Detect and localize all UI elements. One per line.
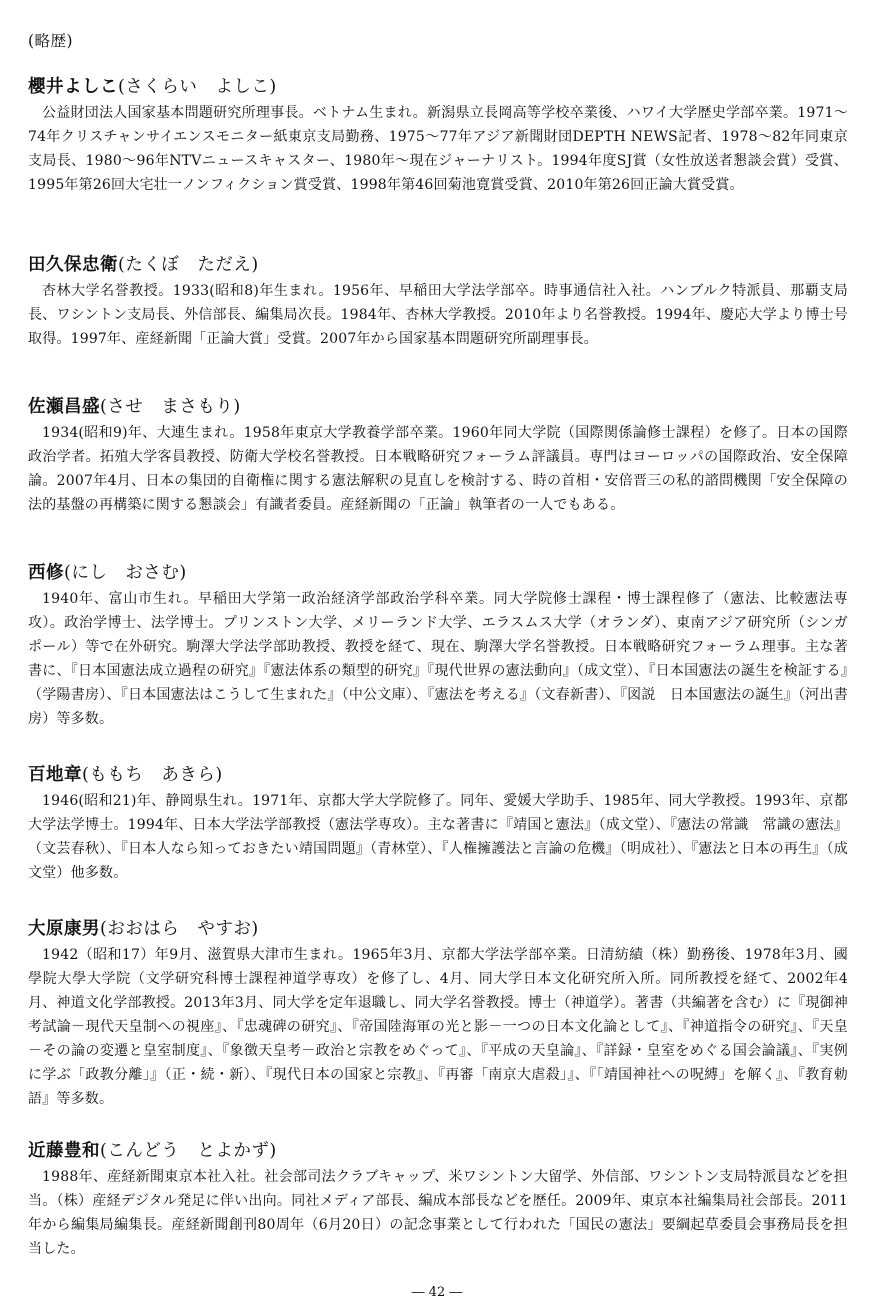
bio-heading [28,1138,848,1164]
bio-momochi [28,762,848,885]
bio-name: 大原康男 [28,919,100,939]
section-label: (略歴) [28,32,74,50]
bio-nishi [28,560,848,731]
bio-heading [28,394,848,420]
page-number: ― 42 ― [411,1285,463,1300]
bio-name: 近藤豊和 [28,1141,100,1161]
bio-takubo [28,252,848,351]
bio-reading: (にし おさむ) [64,563,187,583]
bio-heading [28,762,848,788]
bio-heading [28,560,848,586]
bio-text: 1940年、富山市生れ。早稲田大学第一政治経済学部政治学科卒業。同大学院修士課程・博士課程修了（憲法、比較憲法専攻）。政治学博士、法学博士。プリンストン大学、メリーランド大学、エラスムス大学（オランダ）、東南アジア研究所（シンガポール）等で在外研究。駒澤大学法学部助教授、教授を経て、現在、駒澤大学名誉教授。日本戦略研究フォーラム理事。主な著書に、『日本国憲法成立過程の研究』『憲法体系の類型的研究』『現代世界の憲法動向』（成文堂）、『日本国憲法の誕生を検証する』（学陽書房）、『日本国憲法はこうして生まれた』（中公文庫）、『憲法を考える』（文春新書）、『図説 日本国憲法の誕生』（河出書房）等多数。 [28,591,848,727]
bio-reading: (させ まさもり) [100,397,241,417]
bio-sase [28,394,848,517]
bio-name: 櫻井よしこ [28,77,118,97]
bio-reading: (おおはら やすお) [100,919,259,939]
bio-reading: (ももち あきら) [82,765,223,785]
bio-heading [28,252,848,278]
bio-name: 西修 [28,563,64,583]
bio-text: 1946(昭和21)年、静岡県生れ。1971年、京都大学大学院修了。同年、愛媛大学助手、1985年、同大学教授。1993年、京都大学法学博士。1994年、日本大学法学部教授（憲法学専攻）。主な著書に『靖国と憲法』（成文堂）、『憲法の常識 常識の憲法』（文芸春秋）、『日本人なら知っておきたい靖国問題』（青林堂）、『人権擁護法と言論の危機』（明成社）、『憲法と日本の再生』（成文堂）他多数。 [28,793,848,881]
bio-reading: (たくぼ ただえ) [118,255,259,275]
bio-text: 1942（昭和17）年9月、滋賀県大津市生まれ。1965年3月、京都大学法学部卒業。日清紡績（株）勤務後、1978年3月、國學院大學大学院（文学研究科博士課程神道学専攻）を修了し、4月、同大学日本文化研究所入所。同所教授を経て、2002年4月、神道文化学部教授。2013年3月、同大学を定年退職し、同大学名誉教授。博士（神道学）。著書（共編著を含む）に『現御神考試論－現代天皇制への視座』、『忠魂碑の研究』、『帝国陸海軍の光と影－一つの日本文化論として』、『神道指令の研究』、『天皇－その論の変遷と皇室制度』、『象徴天皇考－政治と宗教をめぐって』、『平成の天皇論』、『詳録・皇室をめぐる国会論議』、『実例に学ぶ「政教分離」』（正・続・新）、『現代日本の国家と宗教』、『再審「南京大虐殺」』、『「靖国神社への呪縛」を解く』、『教育勅語』等多数。 [28,947,848,1107]
bio-name: 佐瀬昌盛 [28,397,100,417]
page-content [28,30,848,1257]
bio-sakurai [28,74,848,197]
bio-text: 杏林大学名誉教授。1933(昭和8)年生まれ。1956年、早稲田大学法学部卒。時事通信社入社。ハンブルク特派員、那覇支局長、ワシントン支局長、外信部長、編集局次長。1984年、杏林大学教授。2010年より名誉教授。1994年、慶応大学より博士号取得。1997年、産経新聞「正論大賞」受賞。2007年から国家基本問題研究所副理事長。 [28,283,848,347]
bio-name: 田久保忠衛 [28,255,118,275]
bio-kondo [28,1138,848,1261]
bio-heading [28,74,848,100]
bio-text: 1934(昭和9)年、大連生まれ。1958年東京大学教養学部卒業。1960年同大学院（国際関係論修士課程）を修了。日本の国際政治学者。拓殖大学客員教授、防衛大学校名誉教授。日本戦略研究フォーラム評議員。専門はヨーロッパの国際政治、安全保障論。2007年4月、日本の集団的自衛権に関する憲法解釈の見直しを検討する、時の首相・安倍晋三の私的諮問機関「安全保障の法的基盤の再構築に関する懇談会」有識者委員。産経新聞の「正論」執筆者の一人でもある。 [28,425,848,513]
bio-reading: (こんどう とよかず) [100,1141,277,1161]
bio-reading: (さくらい よしこ) [118,77,277,97]
bio-text: 1988年、産経新聞東京本社入社。社会部司法クラブキャップ、米ワシントン大留学、外信部、ワシントン支局特派員などを担当。（株）産経デジタル発足に伴い出向。同社メディア部長、編成本部長などを歴任。2009年、東京本社編集局社会部長。2011年から編集局編集長。産経新聞創刊80周年（6月20日）の記念事業として行われた「国民の憲法」要綱起草委員会事務局長を担当した。 [28,1169,848,1257]
bio-name: 百地章 [28,765,82,785]
bio-text: 公益財団法人国家基本問題研究所理事長。ベトナム生まれ。新潟県立長岡高等学校卒業後、ハワイ大学歴史学部卒業。1971～74年クリスチャンサイエンスモニター紙東京支局勤務、1975～77年アジア新聞財団DEPTH NEWS記者、1978～82年同東京支局長、1980～96年NTVニュースキャスター、1980年～現在ジャーナリスト。1994年度SJ賞（女性放送者懇談会賞）受賞、1995年第26回大宅壮一ノンフィクション賞受賞、1998年第46回菊池寛賞受賞、2010年第26回正論大賞受賞。 [28,105,848,193]
bio-heading [28,916,848,942]
bio-ohara [28,916,848,1111]
